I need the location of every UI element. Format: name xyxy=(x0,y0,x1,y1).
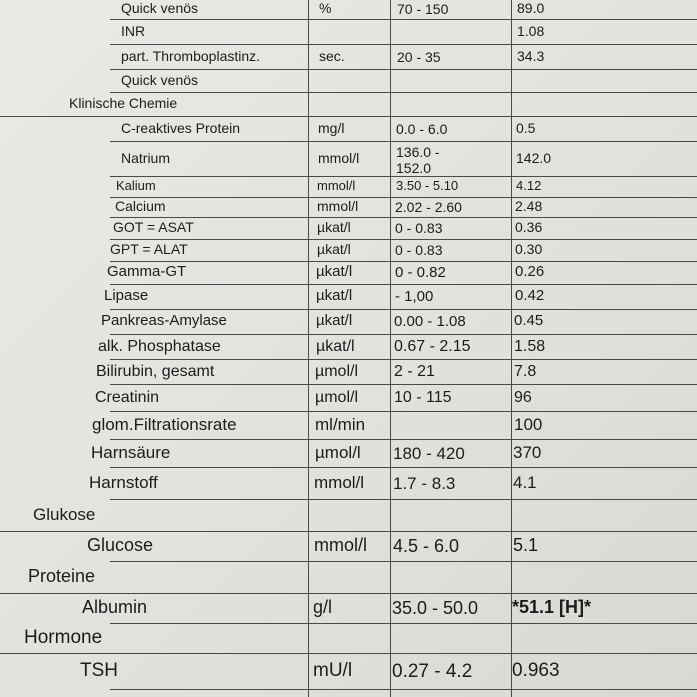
test-name: GPT = ALAT xyxy=(110,241,188,257)
test-unit: µmol/l xyxy=(315,443,361,462)
result-value: 100 xyxy=(514,415,543,434)
row-divider xyxy=(110,439,697,440)
result-value: 0.963 xyxy=(512,660,560,681)
test-unit: sec. xyxy=(319,48,345,64)
row-divider xyxy=(0,531,697,532)
row-divider xyxy=(110,197,697,198)
row-divider xyxy=(110,334,697,335)
result-value-flagged: *51.1 [H]* xyxy=(512,597,592,617)
test-unit: µmol/l xyxy=(315,363,358,380)
result-value: 0.5 xyxy=(516,120,536,136)
test-unit: ml/min xyxy=(315,415,366,434)
row-divider xyxy=(110,217,697,218)
test-unit: mg/l xyxy=(318,120,345,136)
row-divider xyxy=(110,261,697,262)
row-divider xyxy=(110,92,697,93)
row-divider xyxy=(0,653,697,654)
result-value: 96 xyxy=(514,389,532,406)
reference-range: 0 - 0.83 xyxy=(395,242,443,258)
row-divider xyxy=(110,19,697,20)
section-heading: Glukose xyxy=(33,505,96,524)
test-name: Quick venös xyxy=(121,72,199,88)
test-name: Calcium xyxy=(115,198,166,214)
row-divider xyxy=(110,44,697,45)
test-name: Natrium xyxy=(121,150,171,166)
row-divider xyxy=(0,593,697,594)
result-value: 1.58 xyxy=(514,338,546,355)
reference-range: - 1,00 xyxy=(395,288,434,305)
reference-range: 70 - 150 xyxy=(397,1,449,17)
test-unit: mmol/l xyxy=(317,198,359,214)
row-divider xyxy=(110,411,697,412)
row-divider xyxy=(110,623,697,624)
reference-range: 10 - 115 xyxy=(394,389,452,406)
test-name: glom.Filtrationsrate xyxy=(92,415,237,434)
test-unit: mmol/l xyxy=(317,178,356,193)
row-divider xyxy=(110,69,697,70)
reference-range: 136.0 - 152.0 xyxy=(396,144,440,177)
reference-range: 3.50 - 5.10 xyxy=(396,178,459,193)
test-name: Creatinin xyxy=(95,389,160,406)
row-divider xyxy=(110,239,697,240)
section-heading: Klinische Chemie xyxy=(69,95,178,111)
test-unit: µkat/l xyxy=(316,338,355,355)
test-unit: µmol/l xyxy=(315,389,358,406)
result-value: 0.45 xyxy=(514,312,544,329)
reference-range: 2 - 21 xyxy=(394,363,435,380)
row-divider xyxy=(110,499,697,500)
reference-range: 1.7 - 8.3 xyxy=(393,474,456,493)
section-heading: Proteine xyxy=(28,566,96,586)
result-value: 1.08 xyxy=(517,23,545,39)
test-name: Albumin xyxy=(82,597,148,617)
test-unit: % xyxy=(319,0,332,16)
test-name: Harnstoff xyxy=(89,473,158,492)
test-name: alk. Phosphatase xyxy=(98,338,221,355)
result-value: 2.48 xyxy=(515,198,543,214)
reference-range: 0.67 - 2.15 xyxy=(394,338,471,355)
reference-range: 2.02 - 2.60 xyxy=(395,199,462,215)
result-value: 0.36 xyxy=(515,219,543,235)
test-name: Lipase xyxy=(104,287,149,304)
reference-range: 4.5 - 6.0 xyxy=(393,536,460,556)
result-value: 7.8 xyxy=(514,363,537,380)
test-unit: g/l xyxy=(313,597,333,617)
test-name: part. Thromboplastinz. xyxy=(121,48,261,64)
result-value: 370 xyxy=(513,443,542,462)
test-name: Gamma-GT xyxy=(107,263,187,280)
result-value: 0.30 xyxy=(515,241,543,257)
reference-range: 20 - 35 xyxy=(397,49,441,65)
test-unit: µkat/l xyxy=(316,287,353,304)
test-name: INR xyxy=(121,23,146,39)
test-name: Bilirubin, gesamt xyxy=(96,363,215,380)
result-value: 142.0 xyxy=(516,150,552,166)
result-value: 4.12 xyxy=(516,178,542,193)
reference-range: 0.0 - 6.0 xyxy=(396,121,448,137)
row-divider xyxy=(110,309,697,310)
result-value: 0.42 xyxy=(515,287,545,304)
reference-range: 35.0 - 50.0 xyxy=(392,598,479,618)
test-unit: µkat/l xyxy=(316,263,353,280)
test-unit: mU/l xyxy=(313,660,353,681)
result-value: 0.26 xyxy=(515,263,545,280)
result-value: 34.3 xyxy=(517,48,545,64)
row-divider xyxy=(110,384,697,385)
row-divider xyxy=(110,284,697,285)
test-name: GOT = ASAT xyxy=(113,219,194,235)
test-name: Quick venös xyxy=(121,0,199,16)
test-unit: mmol/l xyxy=(318,150,360,166)
test-name: Glucose xyxy=(87,535,154,555)
reference-range: 0 - 0.82 xyxy=(395,264,446,281)
reference-range: 0.27 - 4.2 xyxy=(392,661,473,682)
test-name: TSH xyxy=(80,660,118,681)
test-name: Pankreas-Amylase xyxy=(101,312,227,329)
result-value: 4.1 xyxy=(513,473,537,492)
section-heading: Hormone xyxy=(24,627,103,648)
test-unit: mmol/l xyxy=(314,535,367,555)
reference-range: 0.00 - 1.08 xyxy=(394,313,466,330)
row-divider xyxy=(110,689,697,690)
row-divider xyxy=(110,359,697,360)
test-unit: µkat/l xyxy=(316,312,353,329)
reference-range: 180 - 420 xyxy=(393,444,465,463)
test-unit: µkat/l xyxy=(317,219,351,235)
reference-range: 0 - 0.83 xyxy=(395,220,443,236)
test-unit: µkat/l xyxy=(317,241,351,257)
test-name: Harnsäure xyxy=(91,443,171,462)
row-divider xyxy=(0,116,697,117)
row-divider xyxy=(110,561,697,562)
row-divider xyxy=(110,467,697,468)
result-value: 5.1 xyxy=(513,535,539,555)
row-divider xyxy=(110,141,697,142)
test-name: C-reaktives Protein xyxy=(121,120,241,136)
test-unit: mmol/l xyxy=(314,473,365,492)
result-value: 89.0 xyxy=(517,0,545,16)
test-name: Kalium xyxy=(116,178,156,193)
